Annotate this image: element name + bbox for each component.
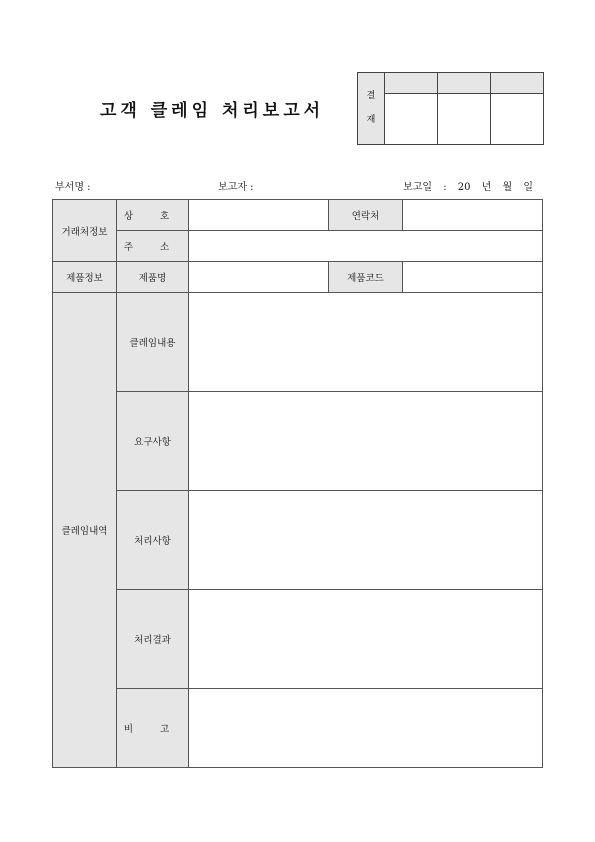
report-date-label: 보고일 : 20 년 월 일 (403, 182, 533, 193)
approval-sign-2[interactable] (438, 94, 491, 145)
remarks-label: 비 고 (117, 689, 189, 768)
approval-header-2 (438, 73, 491, 94)
claim-content-label: 클레임내용 (117, 293, 189, 392)
remarks-field[interactable] (189, 689, 543, 768)
address-label: 주 소 (117, 231, 189, 262)
product-section-label: 제품정보 (53, 262, 117, 293)
reporter-label: 보고자 : (218, 182, 254, 193)
approval-box (357, 72, 544, 145)
product-name-field[interactable] (189, 262, 329, 293)
product-code-field[interactable] (403, 262, 543, 293)
approval-sign-1[interactable] (385, 94, 438, 145)
approval-label (358, 73, 385, 145)
product-name-label: 제품명 (117, 262, 189, 293)
result-label: 처리결과 (117, 590, 189, 689)
approval-label-bottom: 재 (366, 114, 376, 125)
requests-label: 요구사항 (117, 392, 189, 491)
address-field[interactable] (189, 231, 543, 262)
approval-sign-3[interactable] (491, 94, 544, 145)
approval-label-top: 결 (366, 91, 376, 102)
product-code-label: 제품코드 (329, 262, 403, 293)
approval-header-3 (491, 73, 544, 94)
requests-field[interactable] (189, 392, 543, 491)
result-field[interactable] (189, 590, 543, 689)
company-name-field[interactable] (189, 200, 329, 231)
approval-header-1 (385, 73, 438, 94)
claim-report-table (52, 199, 543, 768)
contact-label: 연락처 (329, 200, 403, 231)
handling-field[interactable] (189, 491, 543, 590)
document-title: 고객 클레임 처리보고서 (100, 101, 325, 121)
claim-content-field[interactable] (189, 293, 543, 392)
claim-section-label: 클레임내역 (53, 293, 117, 768)
company-name-label: 상 호 (117, 200, 189, 231)
client-section-label: 거래처정보 (53, 200, 117, 262)
contact-field[interactable] (403, 200, 543, 231)
department-label: 부서명 : (55, 182, 91, 193)
handling-label: 처리사항 (117, 491, 189, 590)
